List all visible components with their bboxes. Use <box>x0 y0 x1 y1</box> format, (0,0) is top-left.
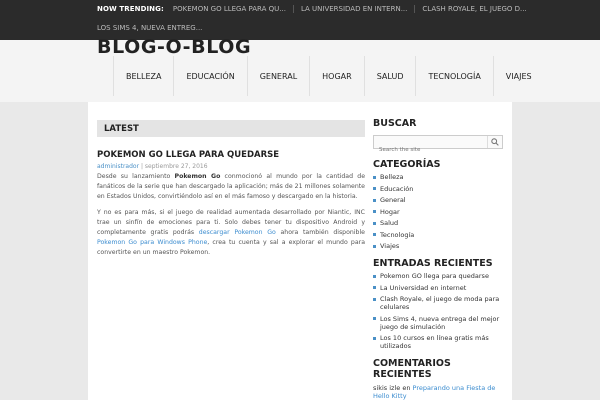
nav-item-hogar[interactable]: HOGAR <box>309 56 364 96</box>
comment-author[interactable]: sikis izle <box>373 384 401 392</box>
categories-title: CATEGORÍAS <box>373 159 441 170</box>
recent-post-link[interactable]: Los Sims 4, nueva entrega del mejor juego de simulación <box>373 315 503 331</box>
recent-comment <box>373 384 503 400</box>
post-author[interactable]: administrador <box>97 163 140 170</box>
categories-list <box>373 173 503 250</box>
recent-post-link[interactable]: Pokemon GO llega para quedarse <box>373 272 503 280</box>
recent-comments-widget <box>373 358 503 400</box>
text: Desde su lanzamiento <box>97 173 175 180</box>
nav-item-tecnologia[interactable]: TECNOLOGÍA <box>415 56 492 96</box>
trending-link[interactable]: LA UNIVERSIDAD EN INTERN... <box>293 5 414 13</box>
categories-widget <box>373 159 503 250</box>
post-paragraph <box>97 208 365 259</box>
search-box <box>373 135 503 149</box>
recent-post-link[interactable]: La Universidad en internet <box>373 284 503 292</box>
text: conmocionó al mundo por la cantidad de fanáticos de la serie que han descargado la aplicación; más de 21 millones solamente en Estados Unidos, convirtiéndolo así en el más famoso y descargado en la historia. <box>97 173 365 201</box>
recent-posts-list <box>373 272 503 350</box>
comment-connector: en <box>400 384 413 392</box>
post-title[interactable]: POKEMON GO LLEGA PARA QUEDARSE <box>97 150 280 160</box>
comment-post-link[interactable]: Preparando una Fiesta de Hello Kitty <box>373 384 496 400</box>
category-link[interactable]: General <box>373 196 503 204</box>
post-paragraph <box>97 172 365 203</box>
site-logo[interactable]: BLOG-O-BLOG <box>97 36 252 58</box>
post-meta <box>97 163 208 170</box>
recent-comments-title: COMENTARIOS RECIENTES <box>373 358 451 380</box>
category-link[interactable]: Educación <box>373 185 503 193</box>
main-nav <box>113 56 544 96</box>
download-link[interactable]: descargar Pokemon Go <box>198 229 276 237</box>
post-date: septiembre 27, 2016 <box>144 163 208 170</box>
recent-post-link[interactable]: Clash Royale, el juego de moda para celulares <box>373 295 503 311</box>
category-link[interactable]: Viajes <box>373 242 503 250</box>
windows-phone-link[interactable]: Pokemon Go para Windows Phone <box>97 239 208 247</box>
search-widget-title: BUSCAR <box>373 118 417 129</box>
search-icon <box>491 138 499 146</box>
trending-link[interactable]: POKEMON GO LLEGA PARA QU... <box>172 5 286 13</box>
trending-row <box>97 19 209 37</box>
trending-bar <box>0 0 600 40</box>
category-link[interactable]: Salud <box>373 219 503 227</box>
category-link[interactable]: Hogar <box>373 208 503 216</box>
recent-posts-title: ENTRADAS RECIENTES <box>373 258 493 269</box>
nav-item-salud[interactable]: SALUD <box>364 56 416 96</box>
post-excerpt <box>97 172 365 264</box>
meta-separator: | <box>140 163 145 170</box>
nav-item-viajes[interactable]: VIAJES <box>493 56 544 96</box>
category-link[interactable]: Belleza <box>373 173 503 181</box>
text: , crea tu cuenta y sal a explorar el mundo para convertirte en un maestro Pokemon. <box>97 239 365 257</box>
trending-label: NOW TRENDING: <box>97 5 164 13</box>
nav-item-educacion[interactable]: EDUCACIÓN <box>173 56 246 96</box>
bold-text: Pokemon Go <box>174 173 221 180</box>
category-link[interactable]: Tecnología <box>373 231 503 239</box>
trending-link[interactable]: LOS SIMS 4, NUEVA ENTREG... <box>97 24 203 32</box>
search-button[interactable] <box>487 136 502 148</box>
trending-link[interactable]: CLASH ROYALE, EL JUEGO D... <box>414 5 533 13</box>
trending-row <box>97 0 534 18</box>
recent-post-link[interactable]: Los 10 cursos en línea gratis más utilizados <box>373 334 503 350</box>
section-title: LATEST <box>97 120 365 137</box>
nav-item-general[interactable]: GENERAL <box>247 56 309 96</box>
text: Y no es para más, si el juego de realidad aumentada desarrollado por Niantic, INC trae un sinfín de emociones para ti. Solo debes tener tu dispositivo Android y completamente gratis podrás <box>97 208 365 237</box>
nav-item-belleza[interactable]: BELLEZA <box>113 56 173 96</box>
recent-posts-widget <box>373 258 503 350</box>
text: ahora también disponible <box>275 229 365 237</box>
sidebar <box>373 118 503 400</box>
search-input[interactable] <box>374 144 489 156</box>
